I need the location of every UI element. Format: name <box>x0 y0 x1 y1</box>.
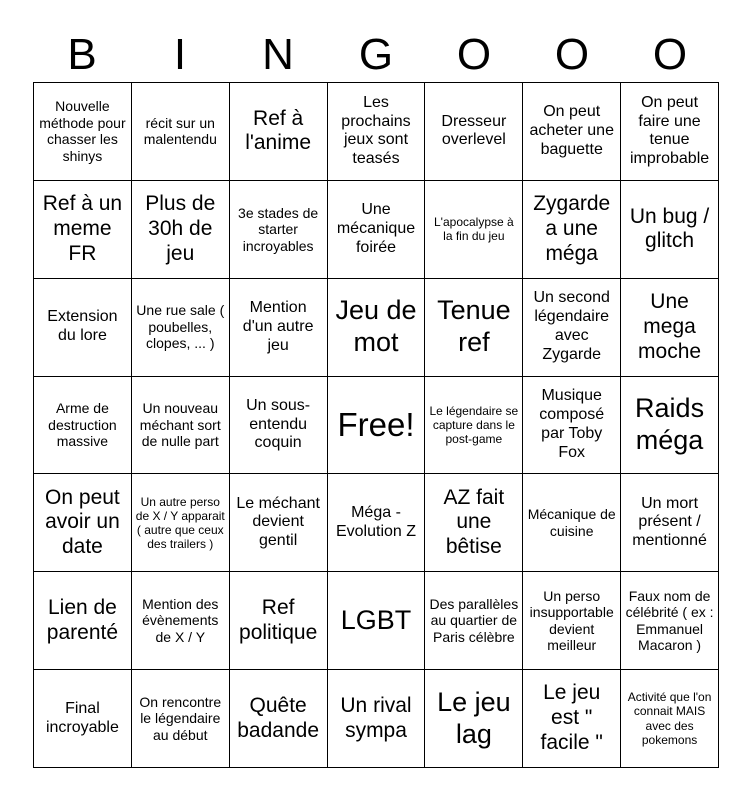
bingo-cell[interactable]: Ref politique <box>230 572 328 670</box>
bingo-cell[interactable]: Un nouveau méchant sort de nulle part <box>132 377 230 475</box>
bingo-cell[interactable]: Lien de parenté <box>34 572 132 670</box>
bingo-cell[interactable]: 3e stades de starter incroyables <box>230 181 328 279</box>
bingo-cell[interactable]: L'apocalypse à la fin du jeu <box>425 181 523 279</box>
bingo-cell[interactable]: Le légendaire se capture dans le post-game <box>425 377 523 475</box>
header-letter: N <box>262 30 294 79</box>
bingo-cell[interactable]: Free! <box>328 377 426 475</box>
bingo-cell[interactable]: Un bug / glitch <box>621 181 719 279</box>
bingo-cell[interactable]: Final incroyable <box>34 670 132 768</box>
bingo-cell[interactable]: Une mega moche <box>621 279 719 377</box>
bingo-cell[interactable]: Extension du lore <box>34 279 132 377</box>
bingo-cell[interactable]: Un second légendaire avec Zygarde <box>523 279 621 377</box>
bingo-cell[interactable]: Un rival sympa <box>328 670 426 768</box>
bingo-grid <box>33 82 719 768</box>
header-letter: O <box>554 30 590 79</box>
bingo-header <box>33 28 719 82</box>
header-letter: O <box>456 30 492 79</box>
bingo-cell[interactable]: Un autre perso de X / Y apparait ( autre que ceux des trailers ) <box>132 474 230 572</box>
header-letter: I <box>173 30 187 79</box>
bingo-cell[interactable]: On peut avoir un date <box>34 474 132 572</box>
bingo-cell[interactable]: Mécanique de cuisine <box>523 474 621 572</box>
bingo-cell[interactable]: Quête badande <box>230 670 328 768</box>
bingo-cell[interactable]: Activité que l'on connait MAIS avec des pokemons <box>621 670 719 768</box>
bingo-cell[interactable]: Les prochains jeux sont teasés <box>328 83 426 181</box>
bingo-cell[interactable]: Mention des évènements de X / Y <box>132 572 230 670</box>
bingo-cell[interactable]: Des parallèles au quartier de Paris célèbre <box>425 572 523 670</box>
bingo-cell[interactable]: Raids méga <box>621 377 719 475</box>
bingo-cell[interactable]: Un sous-entendu coquin <box>230 377 328 475</box>
bingo-cell[interactable]: Jeu de mot <box>328 279 426 377</box>
header-letter: O <box>652 30 688 79</box>
bingo-cell[interactable]: Ref à un meme FR <box>34 181 132 279</box>
bingo-cell[interactable]: Mention d'un autre jeu <box>230 279 328 377</box>
bingo-cell[interactable]: Zygarde a une méga <box>523 181 621 279</box>
bingo-cell[interactable]: Le méchant devient gentil <box>230 474 328 572</box>
bingo-cell[interactable]: Un perso insupportable devient meilleur <box>523 572 621 670</box>
bingo-cell[interactable]: Plus de 30h de jeu <box>132 181 230 279</box>
bingo-cell[interactable]: Le jeu est " facile " <box>523 670 621 768</box>
bingo-cell[interactable]: Musique composé par Toby Fox <box>523 377 621 475</box>
bingo-cell[interactable]: récit sur un malentendu <box>132 83 230 181</box>
bingo-cell[interactable]: Une mécanique foirée <box>328 181 426 279</box>
bingo-cell[interactable]: Le jeu lag <box>425 670 523 768</box>
bingo-cell[interactable]: Nouvelle méthode pour chasser les shinys <box>34 83 132 181</box>
bingo-cell[interactable]: Ref à l'anime <box>230 83 328 181</box>
bingo-cell[interactable]: On rencontre le légendaire au début <box>132 670 230 768</box>
header-letter: G <box>358 30 394 79</box>
bingo-cell[interactable]: Méga - Evolution Z <box>328 474 426 572</box>
bingo-cell[interactable]: Arme de destruction massive <box>34 377 132 475</box>
header-letter: B <box>67 30 97 79</box>
bingo-cell[interactable]: On peut faire une tenue improbable <box>621 83 719 181</box>
bingo-cell[interactable]: Faux nom de célébrité ( ex : Emmanuel Macaron ) <box>621 572 719 670</box>
bingo-cell[interactable]: On peut acheter une baguette <box>523 83 621 181</box>
bingo-cell[interactable]: Dresseur overlevel <box>425 83 523 181</box>
bingo-cell[interactable]: LGBT <box>328 572 426 670</box>
bingo-cell[interactable]: Tenue ref <box>425 279 523 377</box>
bingo-cell[interactable]: Un mort présent / mentionné <box>621 474 719 572</box>
bingo-cell[interactable]: AZ fait une bêtise <box>425 474 523 572</box>
bingo-cell[interactable]: Une rue sale ( poubelles, clopes, ... ) <box>132 279 230 377</box>
